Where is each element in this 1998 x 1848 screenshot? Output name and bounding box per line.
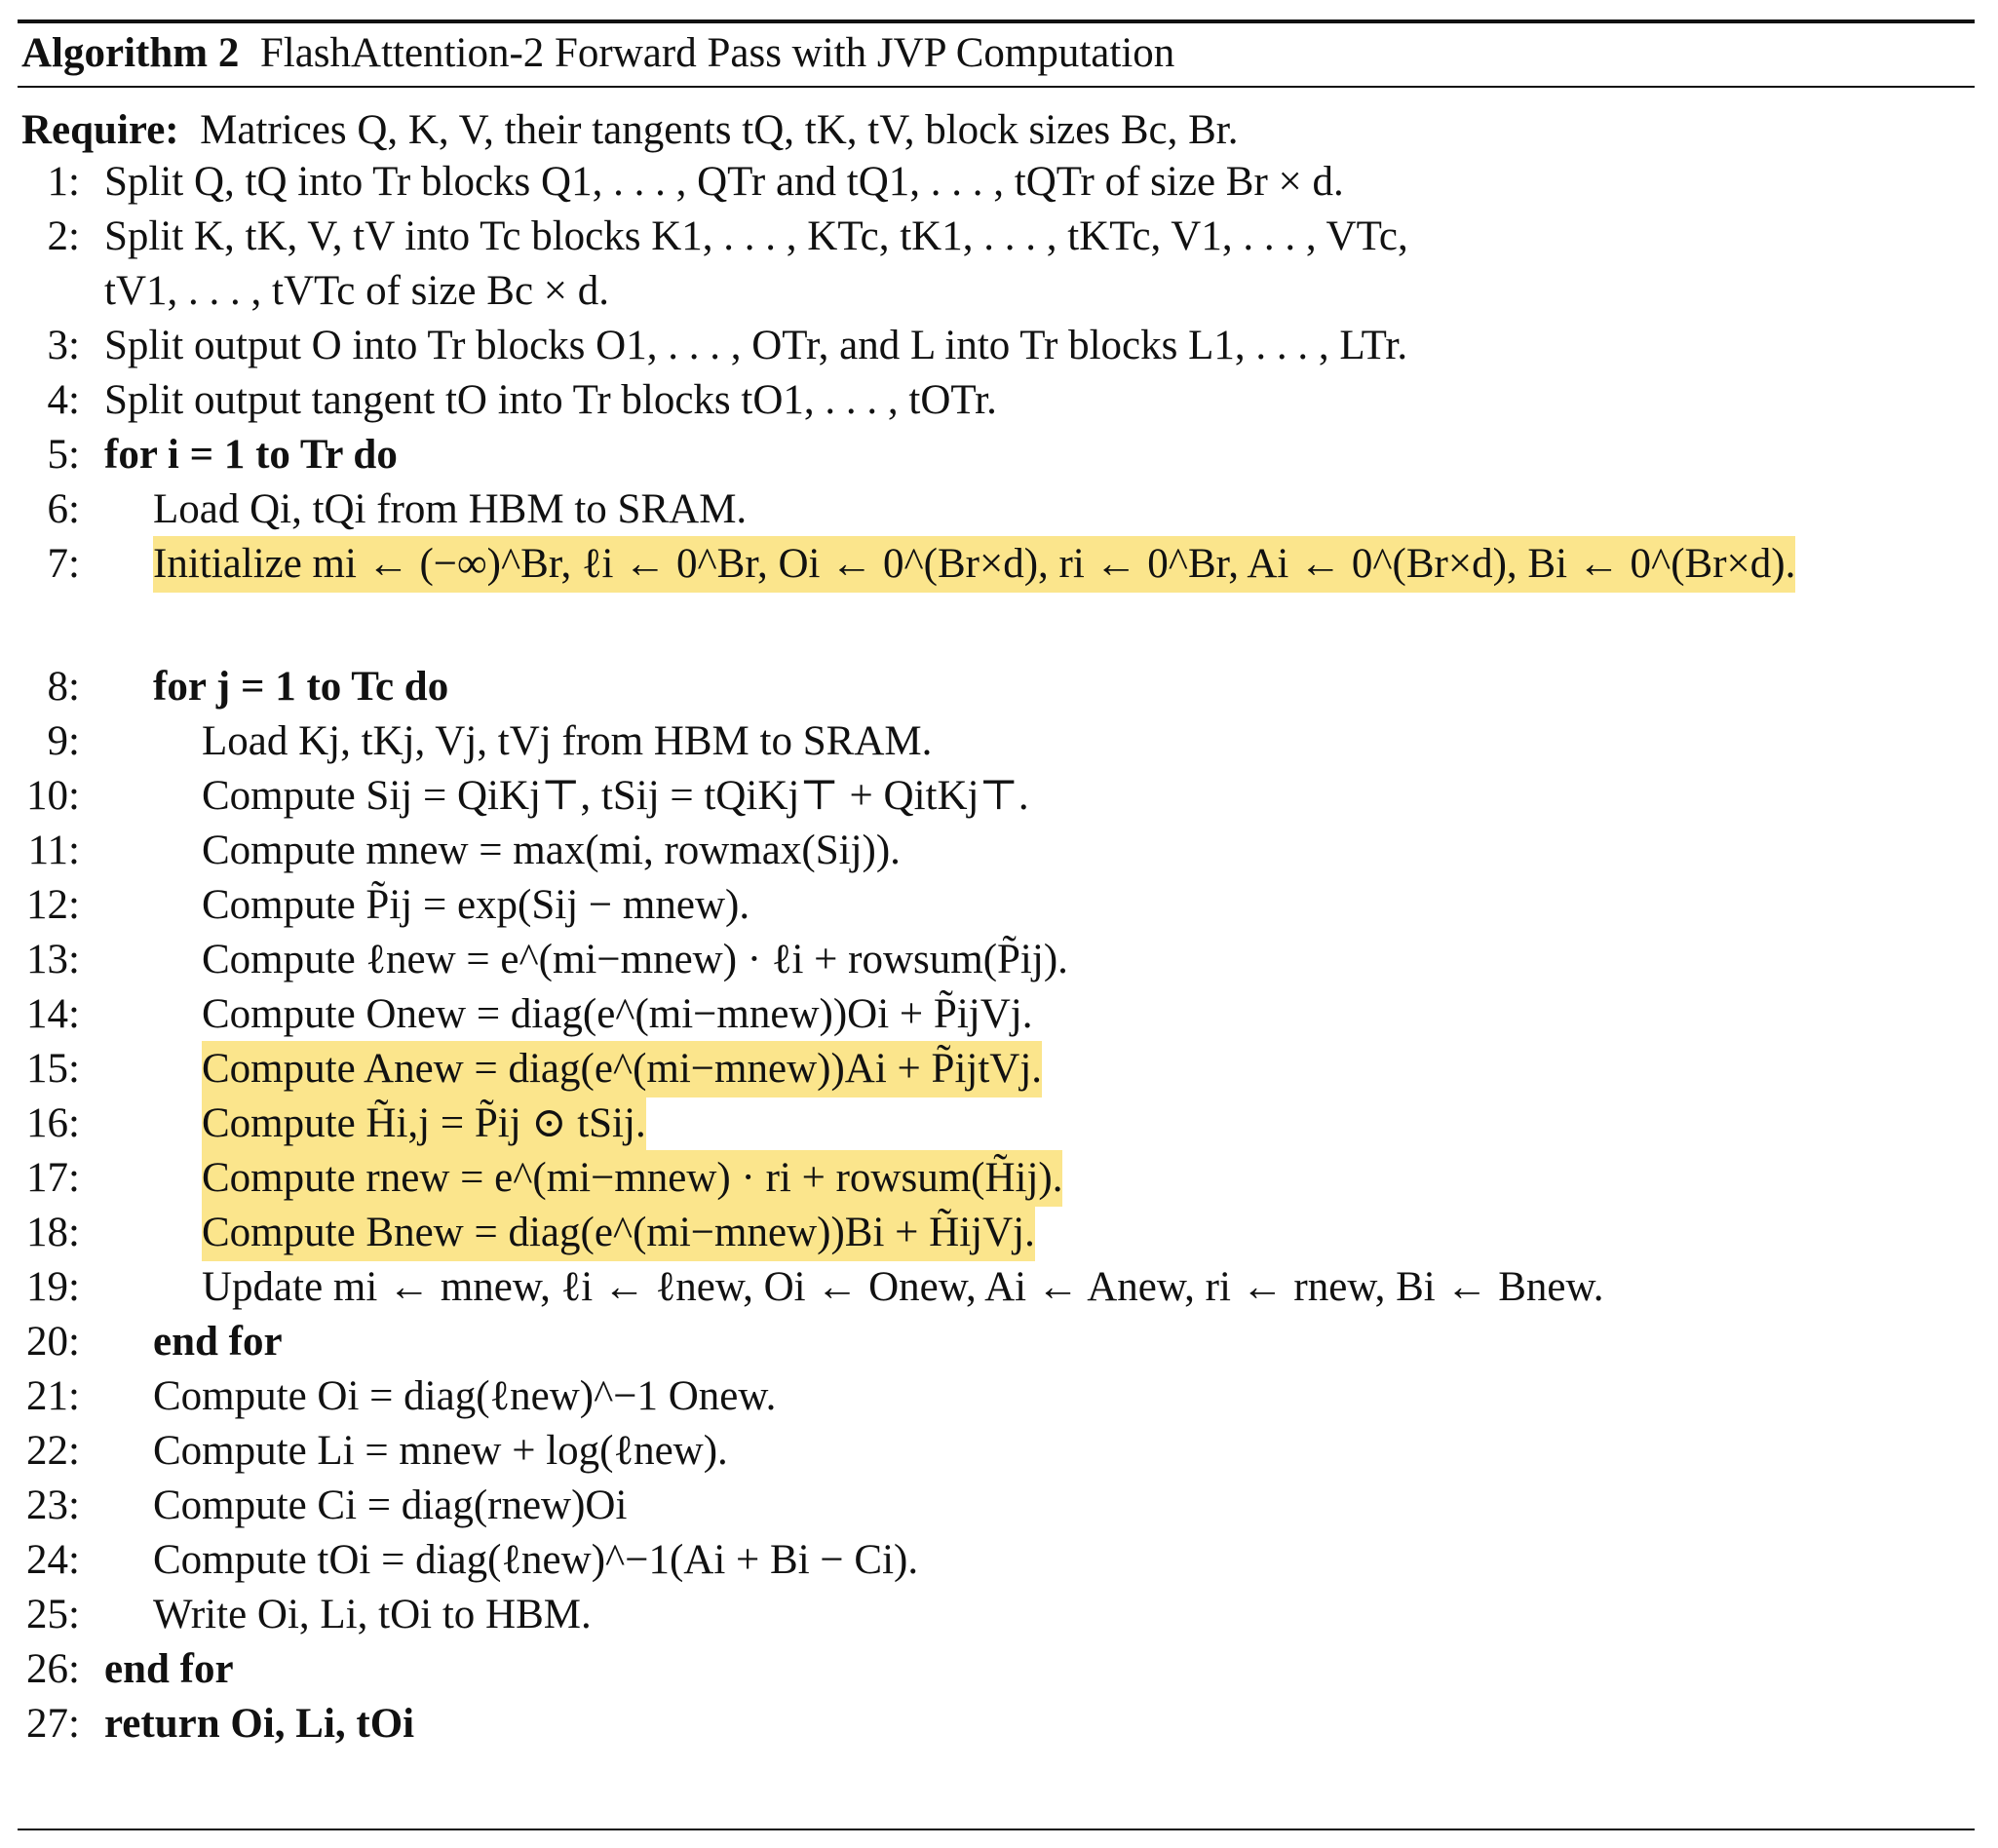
require-text: Matrices Q, K, V, their tangents tQ, tK, tV, block sizes Bc, Br. (200, 107, 1239, 153)
line-number: 6: (47, 486, 80, 532)
line-number: 4: (47, 377, 80, 423)
algorithm-title (21, 23, 1174, 84)
line-text: Compute mnew = max(mi, rowmax(Sij)). (202, 828, 901, 873)
line-number: 26: (26, 1646, 80, 1692)
line-number: 27: (26, 1701, 80, 1747)
line-number: 10: (26, 773, 80, 819)
line-number: 19: (26, 1264, 80, 1310)
line-text: Load Kj, tKj, Vj, tVj from HBM to SRAM. (202, 718, 933, 764)
line-number: 9: (47, 718, 80, 764)
line-number: 13: (26, 937, 80, 982)
line-text: Compute Onew = diag(e^(mi−mnew))Oi + P̃ijVj. (202, 991, 1033, 1037)
line-text: Update mi ← mnew, ℓi ← ℓnew, Oi ← Onew, Ai ← Anew, ri ← rnew, Bi ← Bnew. (202, 1264, 1604, 1310)
line-number: 7: (47, 541, 80, 587)
line-text: Compute Bnew = diag(e^(mi−mnew))Bi + H̃ijVj. (202, 1205, 1035, 1261)
line-text: end for (153, 1319, 283, 1365)
algorithm-label: Algorithm 2 (21, 30, 240, 76)
line-text: Initialize mi ← (−∞)^Br, ℓi ← 0^Br, Oi ← 0^(Br×d), ri ← 0^Br, Ai ← 0^(Br×d), Bi ← 0^(Br×d). (153, 536, 1795, 593)
line-text: Compute Sij = QiKj⊤, tSij = tQiKj⊤ + QitKj⊤. (202, 773, 1029, 819)
line-text: Compute Ci = diag(rnew)Oi (153, 1482, 628, 1528)
line-text: Compute P̃ij = exp(Sij − mnew). (202, 882, 750, 928)
line-number: 12: (26, 882, 80, 928)
line-text: for j = 1 to Tc do (153, 664, 449, 710)
line-text: Compute Anew = diag(e^(mi−mnew))Ai + P̃ijtVj. (202, 1041, 1042, 1097)
line-number: 20: (26, 1319, 80, 1365)
line-text: tV1, . . . , tVTc of size Bc × d. (104, 268, 610, 314)
line-number: 15: (26, 1046, 80, 1092)
line-number: 23: (26, 1482, 80, 1528)
require-line (21, 101, 1238, 160)
line-number: 11: (27, 828, 80, 873)
line-text: end for (104, 1646, 234, 1692)
line-number: 22: (26, 1428, 80, 1474)
line-number: 8: (47, 664, 80, 710)
line-text: Split output O into Tr blocks O1, . . . , OTr, and L into Tr blocks L1, . . . , LTr. (104, 323, 1408, 368)
title-rule (18, 86, 1975, 88)
line-number: 5: (47, 432, 80, 478)
line-number: 14: (26, 991, 80, 1037)
line-number: 16: (26, 1100, 80, 1146)
line-text: Compute Oi = diag(ℓnew)^−1 Onew. (153, 1373, 777, 1419)
algorithm-title-text: FlashAttention-2 Forward Pass with JVP Computation (259, 30, 1175, 76)
line-number: 2: (47, 213, 80, 259)
line-number: 17: (26, 1155, 80, 1201)
line-text: Split K, tK, V, tV into Tc blocks K1, . . . , KTc, tK1, . . . , tKTc, V1, . . . , VTc, (104, 213, 1408, 259)
line-text: Write Oi, Li, tOi to HBM. (153, 1592, 592, 1637)
line-text: Split output tangent tO into Tr blocks tO1, . . . , tOTr. (104, 377, 997, 423)
bottom-rule (18, 1829, 1975, 1830)
line-number: 3: (47, 323, 80, 368)
require-label: Require: (21, 107, 179, 153)
line-text: return Oi, Li, tOi (104, 1701, 415, 1747)
line-number: 24: (26, 1537, 80, 1583)
line-number: 25: (26, 1592, 80, 1637)
line-number: 21: (26, 1373, 80, 1419)
line-number: 1: (47, 159, 80, 205)
line-text: Compute Li = mnew + log(ℓnew). (153, 1428, 728, 1474)
line-text: Compute H̃i,j = P̃ij ⊙ tSij. (202, 1096, 646, 1152)
line-text: Split Q, tQ into Tr blocks Q1, . . . , QTr and tQ1, . . . , tQTr of size Br × d. (104, 159, 1344, 205)
line-text: Load Qi, tQi from HBM to SRAM. (153, 486, 748, 532)
line-text: Compute ℓnew = e^(mi−mnew) · ℓi + rowsum(P̃ij). (202, 937, 1068, 982)
line-text: Compute rnew = e^(mi−mnew) · ri + rowsum(H̃ij). (202, 1150, 1062, 1207)
line-text: Compute tOi = diag(ℓnew)^−1(Ai + Bi − Ci). (153, 1537, 919, 1583)
line-text: for i = 1 to Tr do (104, 432, 398, 478)
line-number: 18: (26, 1210, 80, 1255)
